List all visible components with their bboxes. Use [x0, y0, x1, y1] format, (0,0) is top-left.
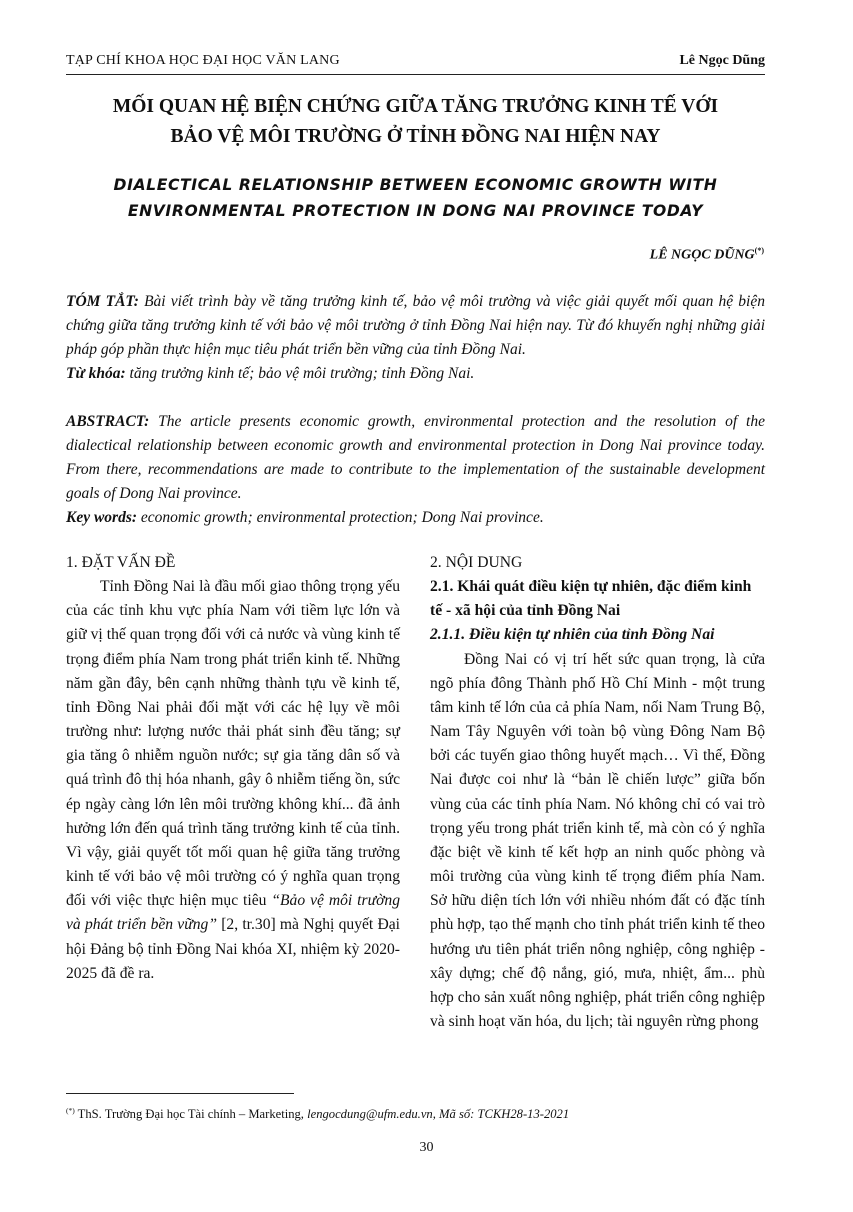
abstract-english: [66, 410, 765, 506]
author-name: LÊ NGỌC DŨNG: [649, 247, 755, 263]
header-author: Lê Ngọc Dũng: [679, 53, 765, 68]
footnote-code: , Mã số: TCKH28-13-2021: [432, 1107, 570, 1122]
title-en-line-2: ENVIRONMENTAL PROTECTION IN DONG NAI PROVINCE TODAY: [127, 202, 704, 220]
section-2-1-heading: 2.1. Khái quát điều kiện tự nhiên, đặc điểm kinh tế - xã hội của tỉnh Đồng Nai: [430, 578, 752, 620]
abstract-vi-text: Bài viết trình bày về tăng trưởng kinh tế, bảo vệ môi trường và việc giải quyết mối quan hệ biện chứng giữa tăng trưởng kinh tế với bảo vệ môi trường ở tỉnh Đồng Nai hiện nay. Từ đó khuyến nghị những giải pháp góp phần thực hiện mục tiêu phát triển bền vững của tỉnh Đồng Nai.: [66, 293, 765, 358]
keywords-vietnamese: [66, 362, 765, 386]
keywords-en-label: Key words:: [66, 509, 138, 526]
running-header: [66, 52, 765, 75]
title-vietnamese: [66, 92, 765, 152]
title-en-line-1: DIALECTICAL RELATIONSHIP BETWEEN ECONOMIC GROWTH WITH: [113, 176, 718, 194]
section-1-text-end: [2, tr.30] mà Nghị quyết Đại hội Đảng bộ tỉnh Đồng Nai khóa XI, nhiệm kỳ 2020-2025 đã đề ra.: [66, 916, 401, 982]
footnote-divider: [66, 1093, 294, 1094]
author-note-marker: (*): [754, 246, 764, 255]
journal-name: TẠP CHÍ KHOA HỌC ĐẠI HỌC VĂN LANG: [66, 53, 340, 68]
title-vi-line-1: MỐI QUAN HỆ BIỆN CHỨNG GIỮA TĂNG TRƯỞNG KINH TẾ VỚI: [112, 96, 719, 117]
title-english: [66, 172, 765, 224]
author-byline: [650, 246, 764, 264]
section-2-1-1-heading: 2.1.1. Điều kiện tự nhiên của tỉnh Đồng Nai: [430, 626, 715, 644]
section-1-quote: “Bảo vệ môi trường và phát triển bền vững”: [66, 892, 400, 934]
abstract-vietnamese: [66, 290, 765, 362]
footnote-affiliation: ThS. Trường Đại học Tài chính – Marketing,: [74, 1107, 308, 1122]
left-column: [66, 551, 400, 986]
right-column: [430, 551, 765, 1034]
abstract-vi-label: TÓM TẮT:: [66, 293, 139, 310]
section-1-text: Tỉnh Đồng Nai là đầu mối giao thông trọng yếu của các tỉnh khu vực phía Nam với tiềm lực lớn và giữ vị thế quan trọng đối với cả nước và vùng kinh tế trọng điểm phía Nam trong phát triển kinh tế. Những năm gần đây, bên cạnh những thành tựu về kinh tế, tỉnh Đồng Nai phải đối mặt với các hệ lụy về môi trường như: lượng nước thải phát sinh đều tăng; sự gia tăng ô nhiễm nguồn nước; sự gia tăng dân số và quá trình đô thị hóa nhanh, gây ô nhiễm tiếng ồn, sức ép ngày càng lớn lên môi trường không khí... đã ảnh hưởng lớn đến quá trình tăng trưởng kinh tế của tỉnh. Vì vậy, giải quyết tốt mối quan hệ giữa tăng trưởng kinh tế với bảo vệ môi trường có ý nghĩa quan trọng đối với việc thực hiện mục tiêu: [66, 578, 400, 910]
author-footnote: [66, 1103, 765, 1122]
section-1-heading: 1. ĐẶT VẤN ĐỀ: [66, 554, 176, 571]
footnote-email: lengocdung@ufm.edu.vn: [307, 1107, 433, 1122]
title-vi-line-2: BẢO VỆ MÔI TRƯỜNG Ở TỈNH ĐỒNG NAI HIỆN NAY: [170, 126, 661, 147]
footnote-marker: (*): [66, 1106, 75, 1115]
keywords-en-text: economic growth; environmental protection; Dong Nai province.: [137, 509, 544, 526]
keywords-english: [66, 506, 765, 530]
section-2-heading: 2. NỘI DUNG: [430, 554, 523, 571]
page-number: 30: [419, 1140, 434, 1155]
section-1-paragraph: [66, 575, 400, 986]
keywords-vi-text: tăng trưởng kinh tế; bảo vệ môi trường; tỉnh Đồng Nai.: [125, 365, 475, 382]
abstract-en-label: ABSTRACT:: [66, 413, 150, 430]
abstract-en-text: The article presents economic growth, environmental protection and the resolution of the dialectical relationship between economic growth and environmental protection in Dong Nai province today. From there, recommendations are made to contribute to the implementation of the sustainable development goals of Dong Nai province.: [66, 413, 765, 502]
section-2-paragraph: Đồng Nai có vị trí hết sức quan trọng, là cửa ngõ phía đông Thành phố Hồ Chí Minh - một trung tâm kinh tế lớn của cả phía Nam, nối Nam Trung Bộ, Nam Tây Nguyên với toàn bộ vùng Đông Nam Bộ bởi các tuyến giao thông huyết mạch… Vì thế, Đồng Nai được coi như là “bản lề chiến lược” giữa bốn vùng của các tỉnh phía Nam. Nó không chỉ có vai trò trọng yếu trong phát triển kinh tế, mà còn có ý nghĩa đặc biệt về kinh tế kết hợp an ninh quốc phòng và môi trường của vùng kinh tế trọng điểm phía Nam. Sở hữu diện tích lớn với nhiều nhóm đất có đặc tính phù hợp, tạo thế mạnh cho tỉnh phát triển kinh tế theo hướng ưu tiên phát triển nông nghiệp, công nghiệp - xây dựng; chế độ nắng, gió, mưa, nhiệt, ẩm... phù hợp cho sản xuất nông nghiệp, phát triển công nghiệp và sinh hoạt văn hóa, du lịch; tài nguyên rừng phong: [430, 650, 765, 1030]
keywords-vi-label: Từ khóa:: [66, 365, 126, 382]
